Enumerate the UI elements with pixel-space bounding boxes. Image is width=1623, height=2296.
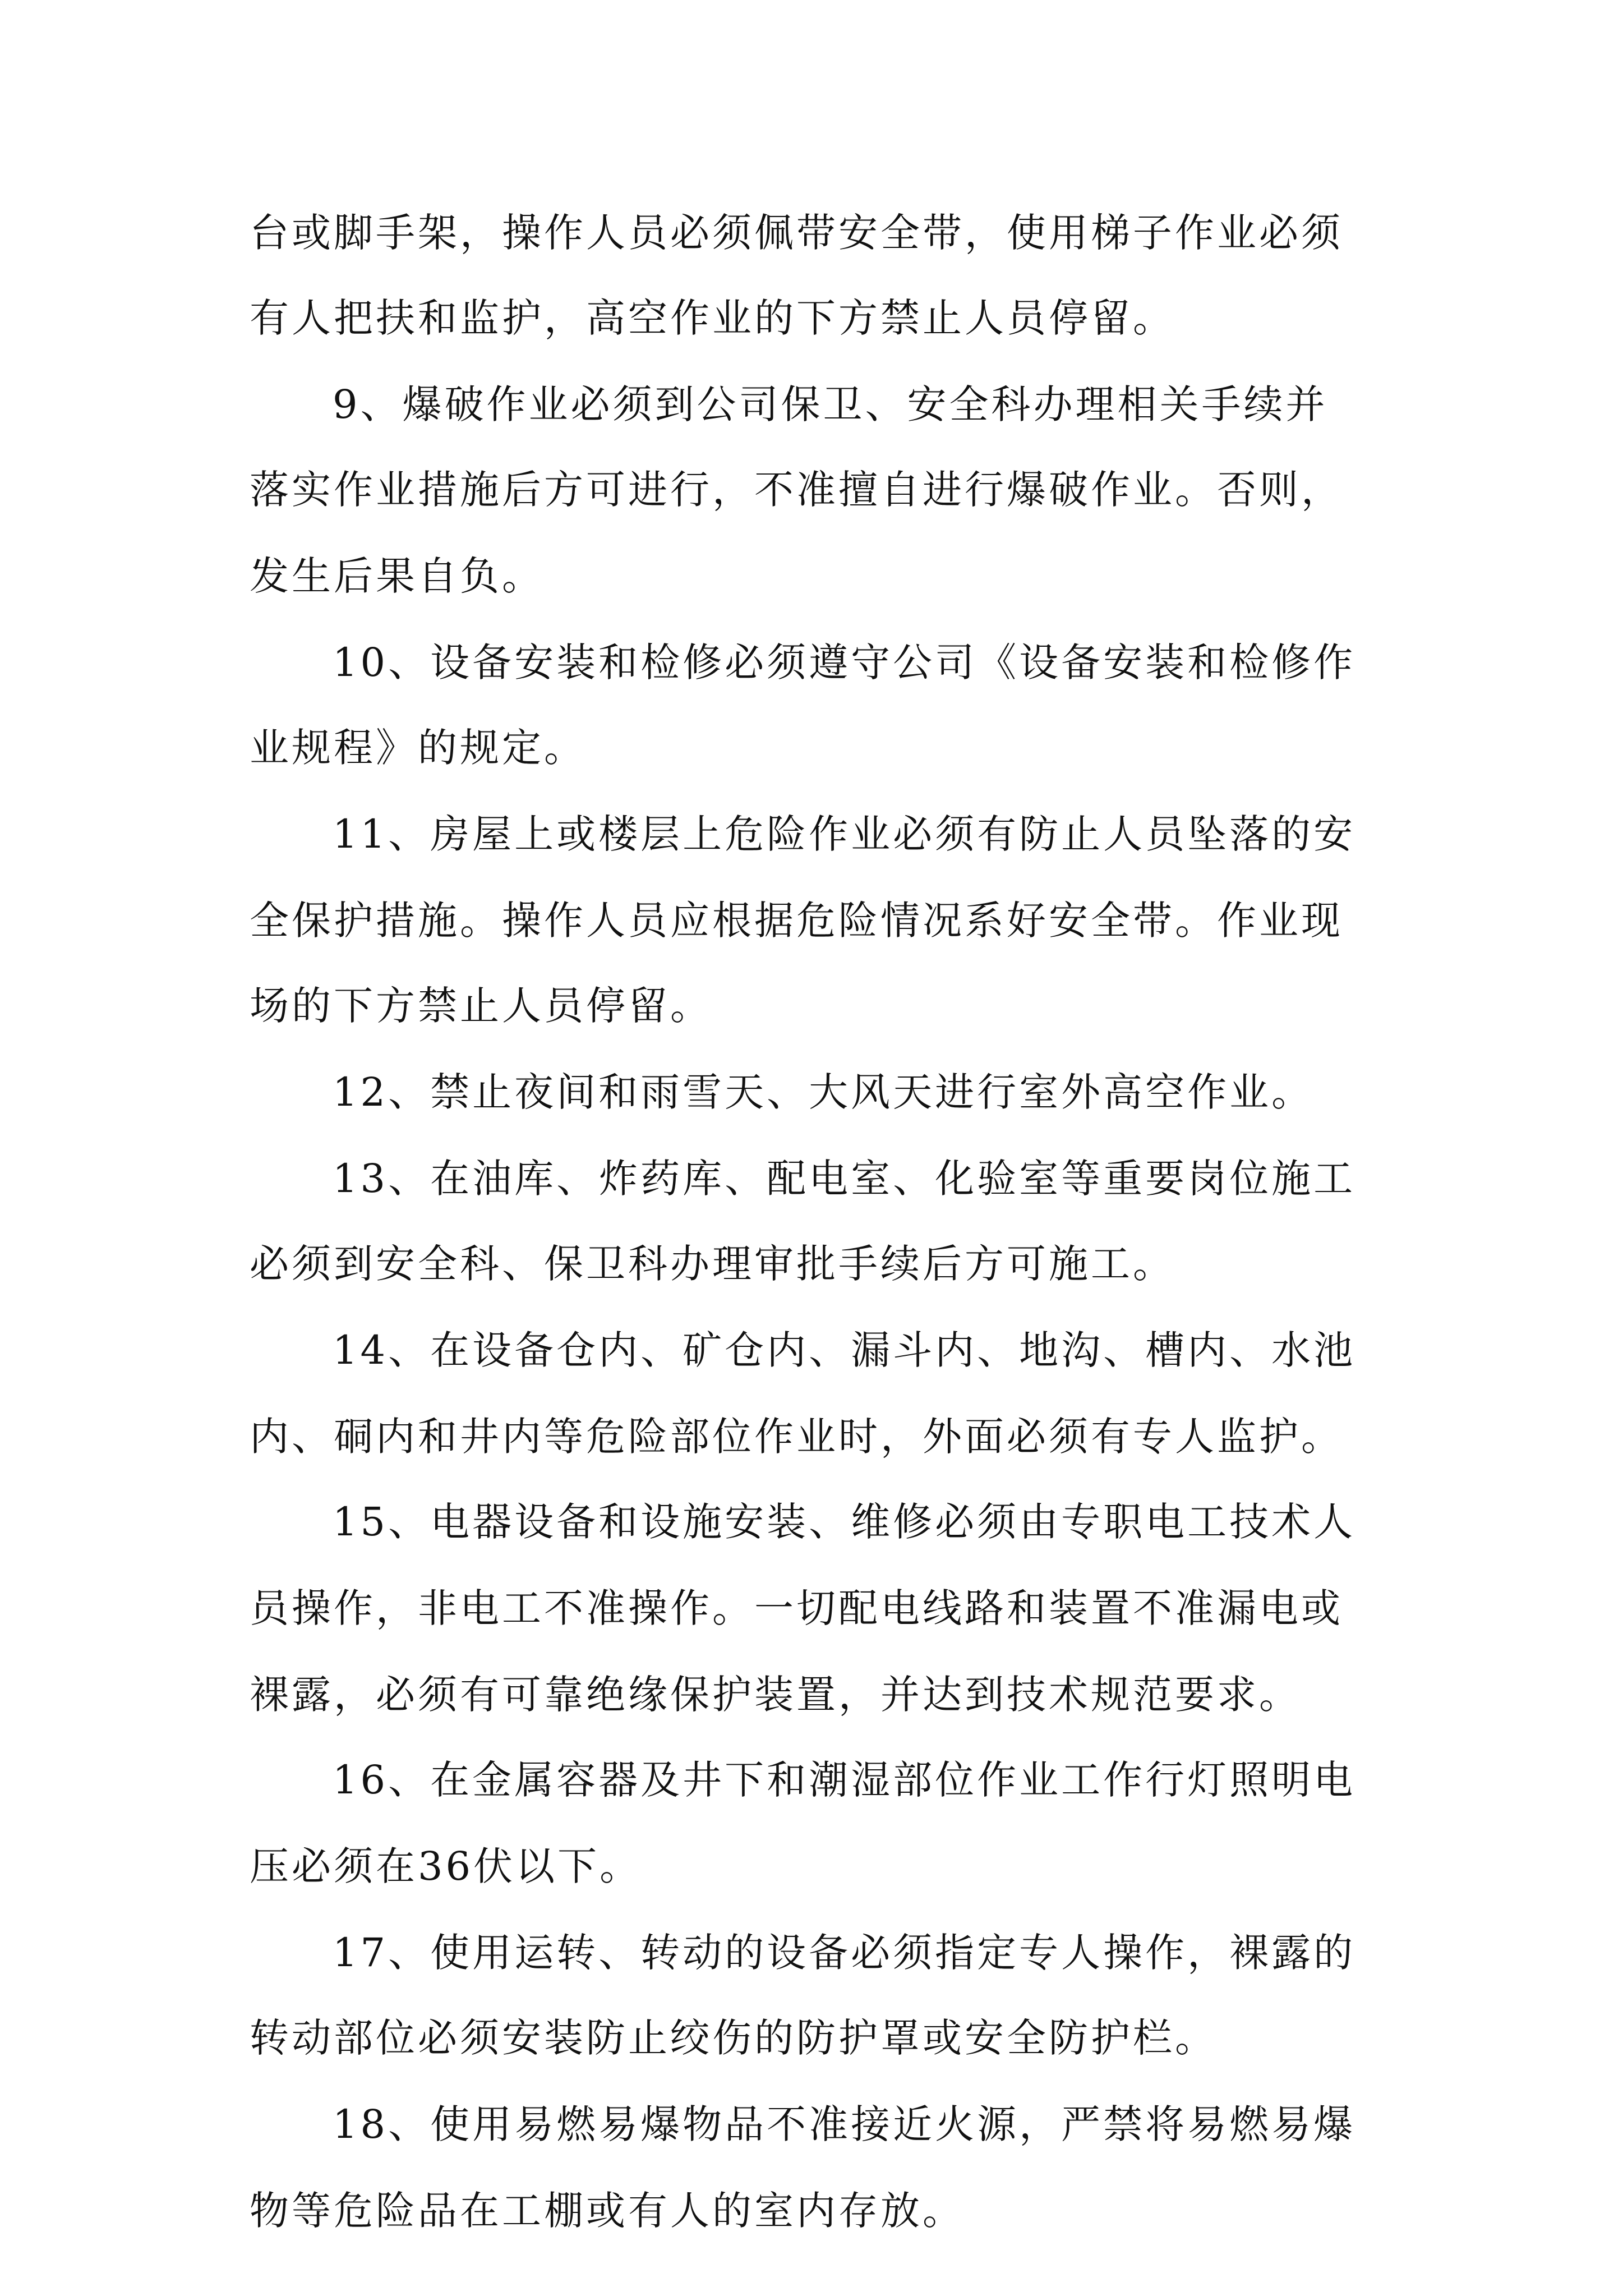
text-line: 落实作业措施后方可进行，不准擅自进行爆破作业。否则，: [250, 467, 1343, 513]
list-item-11: 11、房屋上或楼层上危险作业必须有防止人员坠落的安: [333, 811, 1356, 857]
text-line: 有人把扶和监护，高空作业的下方禁止人员停留。: [250, 295, 1175, 341]
list-item-9: 9、爆破作业必须到公司保卫、安全科办理相关手续并: [333, 381, 1328, 427]
list-item-15: 15、电器设备和设施安装、维修必须由专职电工技术人: [333, 1499, 1356, 1545]
text-line: 物等危险品在工棚或有人的室内存放。: [250, 2188, 965, 2234]
text-line: 压必须在36伏以下。: [250, 1843, 642, 1889]
text-line: 场的下方禁止人员停留。: [250, 983, 712, 1029]
text-line: 发生后果自负。: [250, 553, 544, 599]
list-item-14: 14、在设备仓内、矿仓内、漏斗内、地沟、槽内、水池: [333, 1327, 1356, 1373]
text-line: 全保护措施。操作人员应根据危险情况系好安全带。作业现: [250, 898, 1343, 944]
text-line: 内、硐内和井内等危险部位作业时，外面必须有专人监护。: [250, 1414, 1343, 1460]
text-line: 裸露，必须有可靠绝缘保护装置，并达到技术规范要求。: [250, 1672, 1301, 1718]
text-line: 台或脚手架，操作人员必须佩带安全带，使用梯子作业必须: [250, 210, 1343, 256]
list-item-16: 16、在金属容器及井下和潮湿部位作业工作行灯照明电: [333, 1757, 1356, 1803]
list-item-17: 17、使用运转、转动的设备必须指定专人操作，裸露的: [333, 1930, 1356, 1976]
text-line: 员操作，非电工不准操作。一切配电线路和装置不准漏电或: [250, 1585, 1343, 1631]
list-item-13: 13、在油库、炸药库、配电室、化验室等重要岗位施工: [333, 1156, 1356, 1202]
list-item-18: 18、使用易燃易爆物品不准接近火源，严禁将易燃易爆: [333, 2101, 1356, 2147]
list-item-10: 10、设备安装和检修必须遵守公司《设备安装和检修作: [333, 639, 1356, 685]
list-item-12: 12、禁止夜间和雨雪天、大风天进行室外高空作业。: [333, 1069, 1314, 1115]
text-line: 转动部位必须安装防止绞伤的防护罩或安全防护栏。: [250, 2015, 1217, 2061]
text-line: 业规程》的规定。: [250, 725, 586, 771]
text-line: 必须到安全科、保卫科办理审批手续后方可施工。: [250, 1241, 1175, 1287]
